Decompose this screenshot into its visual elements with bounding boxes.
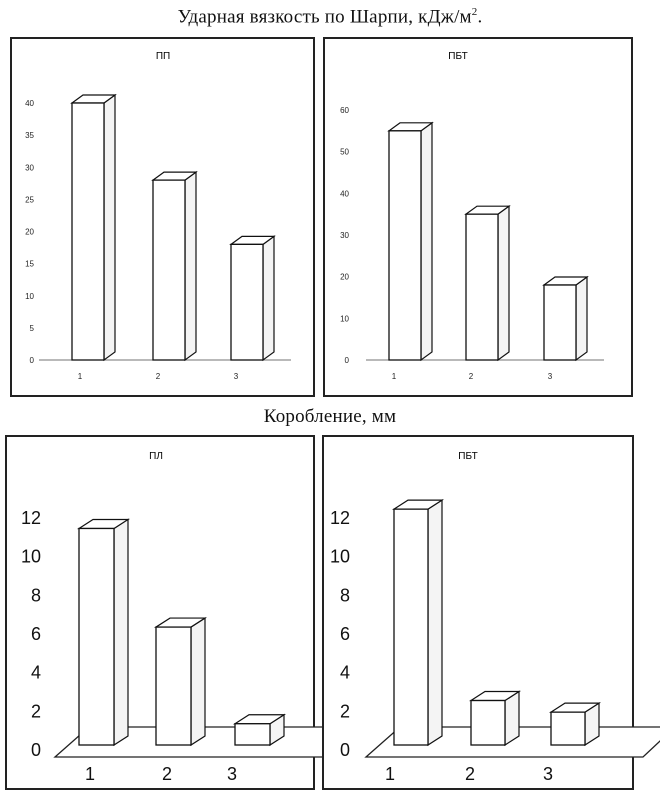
bar-3 xyxy=(544,285,576,360)
y-tick-label-4: 4 xyxy=(339,662,350,683)
x-tick-label-3: 3 xyxy=(547,372,553,381)
y-tick-label-10: 10 xyxy=(340,314,349,324)
bar-side-1 xyxy=(421,123,432,360)
bar-2 xyxy=(156,627,191,745)
y-tick-label-0: 0 xyxy=(30,740,41,760)
y-tick-label-5: 5 xyxy=(29,323,34,333)
panel-title-warp-pbt: ПБТ xyxy=(458,451,478,462)
y-tick-label-0: 0 xyxy=(344,356,349,365)
y-tick-label-6: 6 xyxy=(339,624,350,644)
chart-panel-charpy-pp xyxy=(10,37,315,397)
warpage-section-title: Коробление, мм xyxy=(263,406,397,427)
bar-1 xyxy=(389,131,421,360)
bar-side-1 xyxy=(114,519,128,745)
panel-title-charpy-pp: ПП xyxy=(155,51,171,62)
x-tick-label-3: 3 xyxy=(542,764,554,784)
bar-side-2 xyxy=(191,618,205,745)
y-tick-label-30: 30 xyxy=(25,163,34,173)
chart-charpy-pbt xyxy=(325,39,635,399)
y-tick-label-15: 15 xyxy=(25,259,34,269)
charpy-section-title xyxy=(0,6,660,28)
bar-1 xyxy=(72,103,104,360)
y-tick-label-10: 10 xyxy=(20,546,41,567)
x-tick-label-2: 2 xyxy=(161,764,173,784)
bar-side-1 xyxy=(104,95,115,360)
y-tick-label-10: 10 xyxy=(329,546,350,567)
bar-3 xyxy=(551,712,585,745)
y-tick-label-6: 6 xyxy=(30,624,41,644)
y-tick-label-2: 2 xyxy=(30,701,41,722)
bar-side-2 xyxy=(185,172,196,360)
bar-1 xyxy=(79,528,114,745)
chart-panel-charpy-pbt xyxy=(323,37,633,397)
panel-title-charpy-pbt: ПБТ xyxy=(448,51,468,62)
bar-side-3 xyxy=(576,277,587,360)
chart-charpy-pp xyxy=(12,39,317,399)
bar-3 xyxy=(231,244,263,360)
x-tick-label-3: 3 xyxy=(226,764,238,784)
bar-side-2 xyxy=(498,206,509,360)
y-tick-label-60: 60 xyxy=(340,106,349,115)
chart-panel-warp-pp xyxy=(5,435,315,790)
y-tick-label-40: 40 xyxy=(340,189,349,199)
y-tick-label-0: 0 xyxy=(339,740,350,760)
y-tick-label-20: 20 xyxy=(340,272,349,282)
y-tick-label-10: 10 xyxy=(25,291,34,301)
y-tick-label-2: 2 xyxy=(339,701,350,722)
x-tick-label-2: 2 xyxy=(464,764,476,784)
x-tick-label-2: 2 xyxy=(468,372,474,381)
y-tick-label-50: 50 xyxy=(340,147,349,157)
y-tick-label-8: 8 xyxy=(30,585,41,606)
chart-warp-pbt xyxy=(324,437,636,792)
y-tick-label-12: 12 xyxy=(329,508,350,528)
y-tick-label-35: 35 xyxy=(25,131,34,141)
y-tick-label-30: 30 xyxy=(340,231,349,240)
y-tick-label-0: 0 xyxy=(29,356,34,365)
charpy-title-superscript: 2 xyxy=(471,6,478,18)
bar-3 xyxy=(235,724,270,745)
bar-1 xyxy=(394,509,428,745)
y-tick-label-25: 25 xyxy=(25,195,34,205)
bar-2 xyxy=(153,180,185,360)
panel-title-warp-pp: ПЛ xyxy=(149,451,163,462)
x-tick-label-3: 3 xyxy=(233,372,239,381)
charpy-title-text: Ударная вязкость по Шарпи, кДж/м xyxy=(177,6,472,28)
y-tick-label-20: 20 xyxy=(25,227,34,237)
chart-warp-pp xyxy=(7,437,317,792)
x-tick-label-1: 1 xyxy=(391,372,397,381)
x-tick-label-1: 1 xyxy=(384,764,396,784)
y-tick-label-40: 40 xyxy=(25,99,34,108)
y-tick-label-4: 4 xyxy=(30,662,41,683)
charpy-title-end: . xyxy=(477,6,483,28)
x-tick-label-1: 1 xyxy=(77,372,83,381)
x-tick-label-1: 1 xyxy=(84,764,96,784)
bar-2 xyxy=(466,214,498,360)
y-tick-label-8: 8 xyxy=(339,585,350,606)
bar-side-1 xyxy=(428,500,442,745)
bar-2 xyxy=(471,701,505,745)
y-tick-label-12: 12 xyxy=(20,508,41,528)
chart-panel-warp-pbt xyxy=(322,435,634,790)
bar-side-3 xyxy=(263,236,274,360)
x-tick-label-2: 2 xyxy=(155,372,161,381)
